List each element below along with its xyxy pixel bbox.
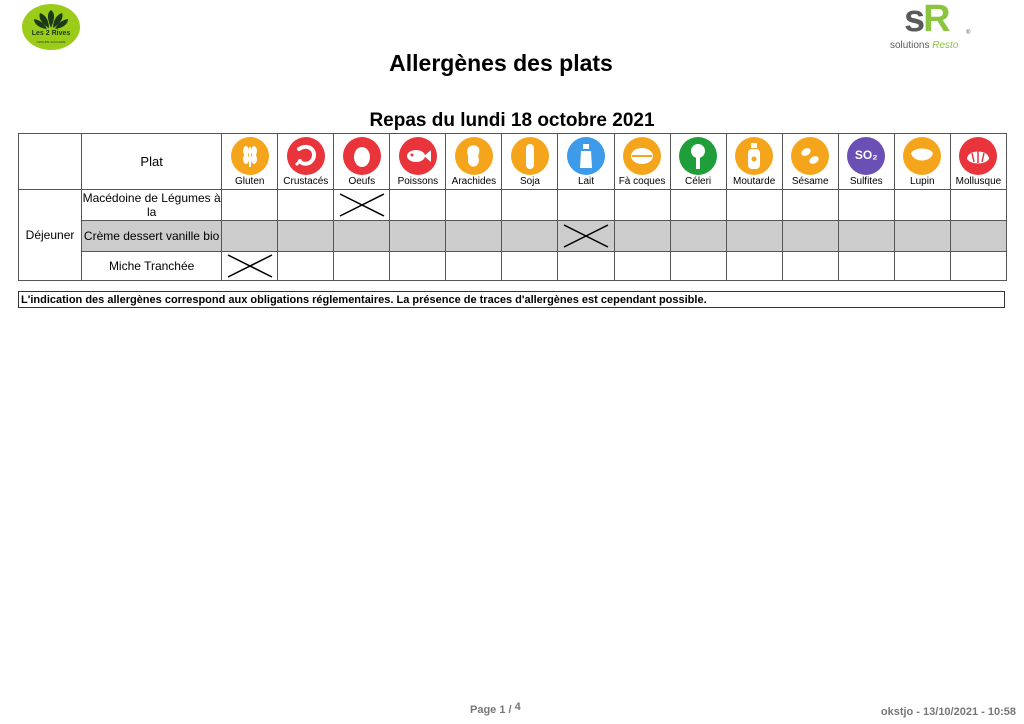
dish-row (19, 252, 1007, 281)
page-total: 4 (514, 701, 521, 713)
registered-mark: ® (966, 30, 971, 36)
allergen-cell (670, 190, 726, 221)
mollusc-icon (959, 137, 997, 175)
allergen-header-row (19, 134, 1007, 190)
sr-monogram (904, 0, 949, 41)
sesame-icon (791, 137, 829, 175)
allergen-header-lait (558, 134, 614, 190)
allergen-cell (390, 221, 446, 252)
allergen-label: Céleri (685, 176, 712, 187)
allergen-cell (782, 221, 838, 252)
allergen-header-sulfites (838, 134, 894, 190)
allergen-cell (950, 190, 1006, 221)
allergen-cell (782, 252, 838, 281)
allergen-cell (278, 190, 334, 221)
allergen-cell (390, 190, 446, 221)
allergen-label: Soja (519, 176, 540, 187)
so2-text: SO₂ (854, 148, 878, 162)
allergen-cell (502, 190, 558, 221)
allergen-cell (558, 190, 614, 221)
allergen-cell (558, 252, 614, 281)
monogram-r: R (923, 0, 949, 40)
allergen-header-celeri (670, 134, 726, 190)
footer-timestamp: okstjo - 13/10/2021 - 10:58 (880, 706, 1016, 718)
allergen-cell (502, 252, 558, 281)
allergen-label: Oeufs (348, 176, 376, 187)
allergen-cell (446, 221, 502, 252)
dish-name: Macédoine de Légumes à la (82, 191, 221, 219)
allergen-header-poissons (390, 134, 446, 190)
allergen-cell (838, 252, 894, 281)
allergen-cell (446, 190, 502, 221)
egg-icon (343, 137, 381, 175)
shrimp-icon (287, 137, 325, 175)
allergen-label: Moutarde (733, 176, 776, 187)
allergen-header-sesame (782, 134, 838, 190)
allergen-cell (278, 252, 334, 281)
allergen-cell (782, 190, 838, 221)
allergen-header-moutarde (726, 134, 782, 190)
allergen-header-mollusque (950, 134, 1006, 190)
header-blank-cell (19, 134, 82, 190)
allergen-cell (278, 221, 334, 252)
allergen-cell (726, 221, 782, 252)
allergen-cell (614, 190, 670, 221)
allergen-cell (894, 190, 950, 221)
monogram-s: s (904, 0, 924, 40)
allergen-label: Sulfites (849, 176, 883, 187)
plat-header: Plat (82, 134, 222, 190)
milk-bottle-icon (567, 137, 605, 175)
celery-icon (679, 137, 717, 175)
allergen-label: Arachides (451, 176, 497, 187)
allergen-cell (838, 221, 894, 252)
allergen-cell (950, 221, 1006, 252)
allergen-cell (670, 221, 726, 252)
page-label: Page 1 / (470, 704, 512, 716)
allergen-notice: L'indication des allergènes correspond aux obligations réglementaires. La présence de traces d'allergènes est cependant possible. (18, 291, 1005, 308)
cross-mark-icon (339, 193, 385, 217)
allergen-cell (726, 190, 782, 221)
allergen-cell (614, 221, 670, 252)
les-2-rives-logo (22, 4, 80, 50)
logo-left-name: Les 2 Rives (31, 30, 71, 37)
allergen-cell (838, 190, 894, 221)
tagline-b: Resto (932, 40, 959, 51)
wheat-icon (231, 137, 269, 175)
allergen-label: Fà coques (618, 176, 666, 187)
peanut-icon (455, 137, 493, 175)
allergen-cell (446, 252, 502, 281)
allergen-cell (334, 252, 390, 281)
allergen-label: Mollusque (955, 176, 1002, 187)
allergen-cell (222, 190, 278, 221)
allergen-label: Gluten (234, 176, 265, 187)
cross-mark-icon (563, 224, 609, 248)
allergen-header-crustaces (278, 134, 334, 190)
allergen-header-soja (502, 134, 558, 190)
nut-icon (623, 137, 661, 175)
allergen-cell (950, 252, 1006, 281)
fish-icon (399, 137, 437, 175)
allergen-cell (614, 252, 670, 281)
allergen-cell (670, 252, 726, 281)
allergen-header-fa-coques (614, 134, 670, 190)
solutions-resto-logo (884, 2, 984, 52)
document-title: Allergènes des plats (389, 50, 613, 76)
so2-icon (847, 137, 885, 175)
allergen-cell (502, 221, 558, 252)
allergen-header-oeufs (334, 134, 390, 190)
meal-date-heading: Repas du lundi 18 octobre 2021 (369, 110, 655, 131)
tagline-a: solutions (890, 40, 933, 51)
dish-row (19, 221, 1007, 252)
allergen-label: Poissons (397, 176, 439, 187)
lupin-icon (903, 137, 941, 175)
allergen-label: Lait (577, 176, 595, 187)
page-number (470, 701, 521, 716)
allergen-cell-marked (558, 221, 614, 252)
mustard-icon (735, 137, 773, 175)
allergen-cell (390, 252, 446, 281)
allergen-cell (726, 252, 782, 281)
logo-left-tagline: GROUPE SCOLAIRE (36, 40, 66, 44)
allergen-cell (222, 221, 278, 252)
dish-name: Miche Tranchée (82, 252, 222, 281)
allergen-header-gluten (222, 134, 278, 190)
allergen-table (18, 133, 1007, 281)
soy-icon (511, 137, 549, 175)
allergen-cell-marked (334, 190, 390, 221)
dish-row (19, 190, 1007, 221)
allergen-label: Sésame (791, 176, 829, 187)
allergen-label: Crustacés (283, 176, 329, 187)
allergen-label: Lupin (910, 176, 935, 187)
allergen-cell-marked (222, 252, 278, 281)
allergen-cell (894, 252, 950, 281)
allergen-header-lupin (894, 134, 950, 190)
cross-mark-icon (227, 254, 273, 278)
meal-label: Déjeuner (19, 190, 82, 281)
allergen-cell (894, 221, 950, 252)
allergen-header-arachides (446, 134, 502, 190)
allergen-cell (334, 221, 390, 252)
dish-name: Crème dessert vanille bio (82, 221, 222, 252)
